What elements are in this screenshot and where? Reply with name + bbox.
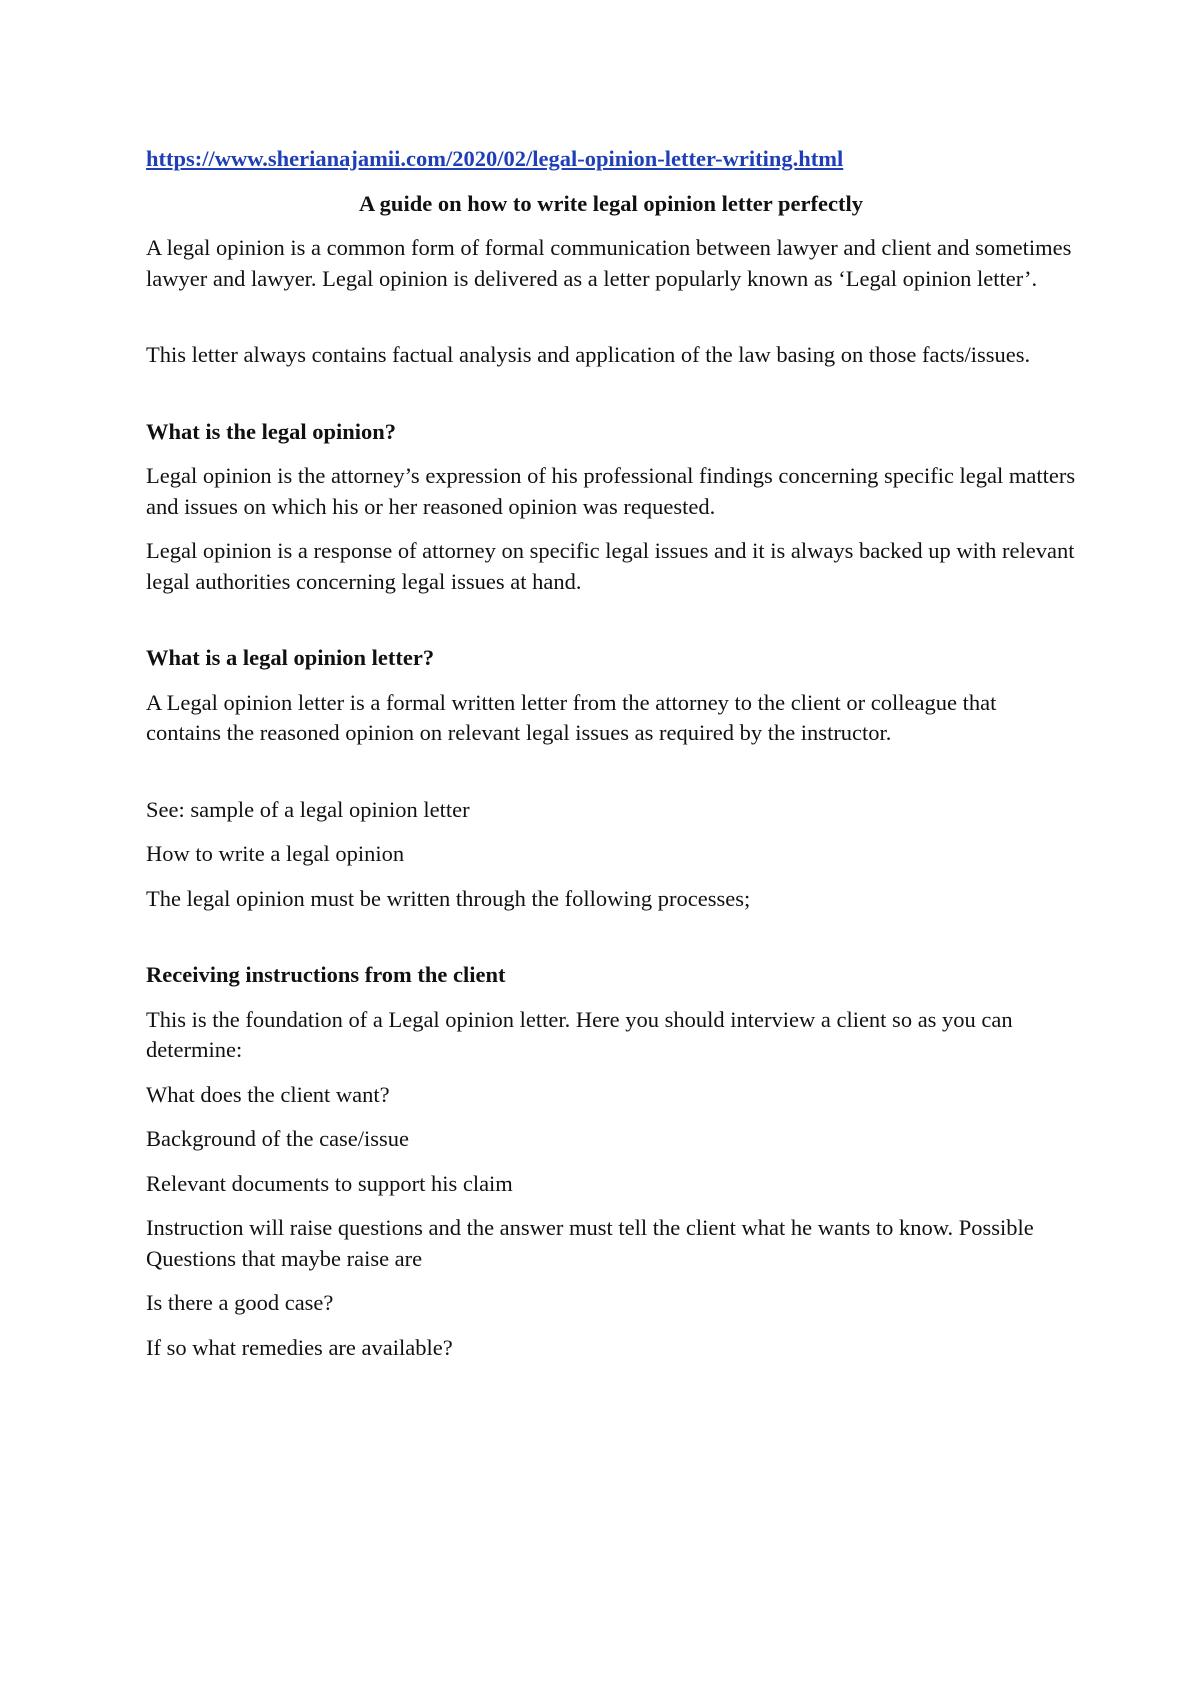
list-item: Relevant documents to support his claim <box>146 1170 513 1196</box>
process-line: The legal opinion must be written through the following processes; <box>146 885 751 911</box>
see-sample-line: See: sample of a legal opinion letter <box>146 796 470 822</box>
section-heading-receiving-instructions: Receiving instructions from the client <box>146 962 506 987</box>
list-item: If so what remedies are available? <box>146 1334 453 1360</box>
list-item: Background of the case/issue <box>146 1126 410 1151</box>
list-item: Instruction will raise questions and the answer must tell the client what he wants to know. Possible Questions that maybe raise are <box>146 1215 1034 1271</box>
document-title: A guide on how to write legal opinion letter perfectly <box>359 190 863 216</box>
section-heading-legal-opinion-letter: What is a legal opinion letter? <box>146 645 435 670</box>
list-item: What does the client want? <box>146 1081 390 1107</box>
section1-paragraph-1: Legal opinion is the attorney’s expression of his professional findings concerning specific legal matters and issues on which his or her reasoned opinion was requested. <box>146 463 1076 519</box>
section2-paragraph-1: A Legal opinion letter is a formal written letter from the attorney to the client or colleague that contains the reasoned opinion on relevant legal issues as required by the instructor. <box>146 689 997 745</box>
source-link[interactable]: https://www.sherianajamii.com/2020/02/legal-opinion-letter-writing.html <box>146 146 844 171</box>
intro-paragraph-1: A legal opinion is a common form of formal communication between lawyer and client and sometimes lawyer and lawyer. Legal opinion is delivered as a letter popularly known as ‘Legal opinion letter’. <box>146 235 1072 291</box>
list-item: Is there a good case? <box>146 1290 334 1315</box>
how-to-write-line: How to write a legal opinion <box>146 841 405 866</box>
document-content <box>146 144 1076 1377</box>
section-heading-legal-opinion: What is the legal opinion? <box>146 418 397 444</box>
section1-paragraph-2: Legal opinion is a response of attorney on specific legal issues and it is always backed up with relevant legal authorities concerning legal issues at hand. <box>146 538 1075 594</box>
intro-paragraph-2: This letter always contains factual analysis and application of the law basing on those facts/issues. <box>146 342 1031 367</box>
section3-paragraph-1: This is the foundation of a Legal opinion letter. Here you should interview a client so as you can determine: <box>146 1006 1013 1062</box>
